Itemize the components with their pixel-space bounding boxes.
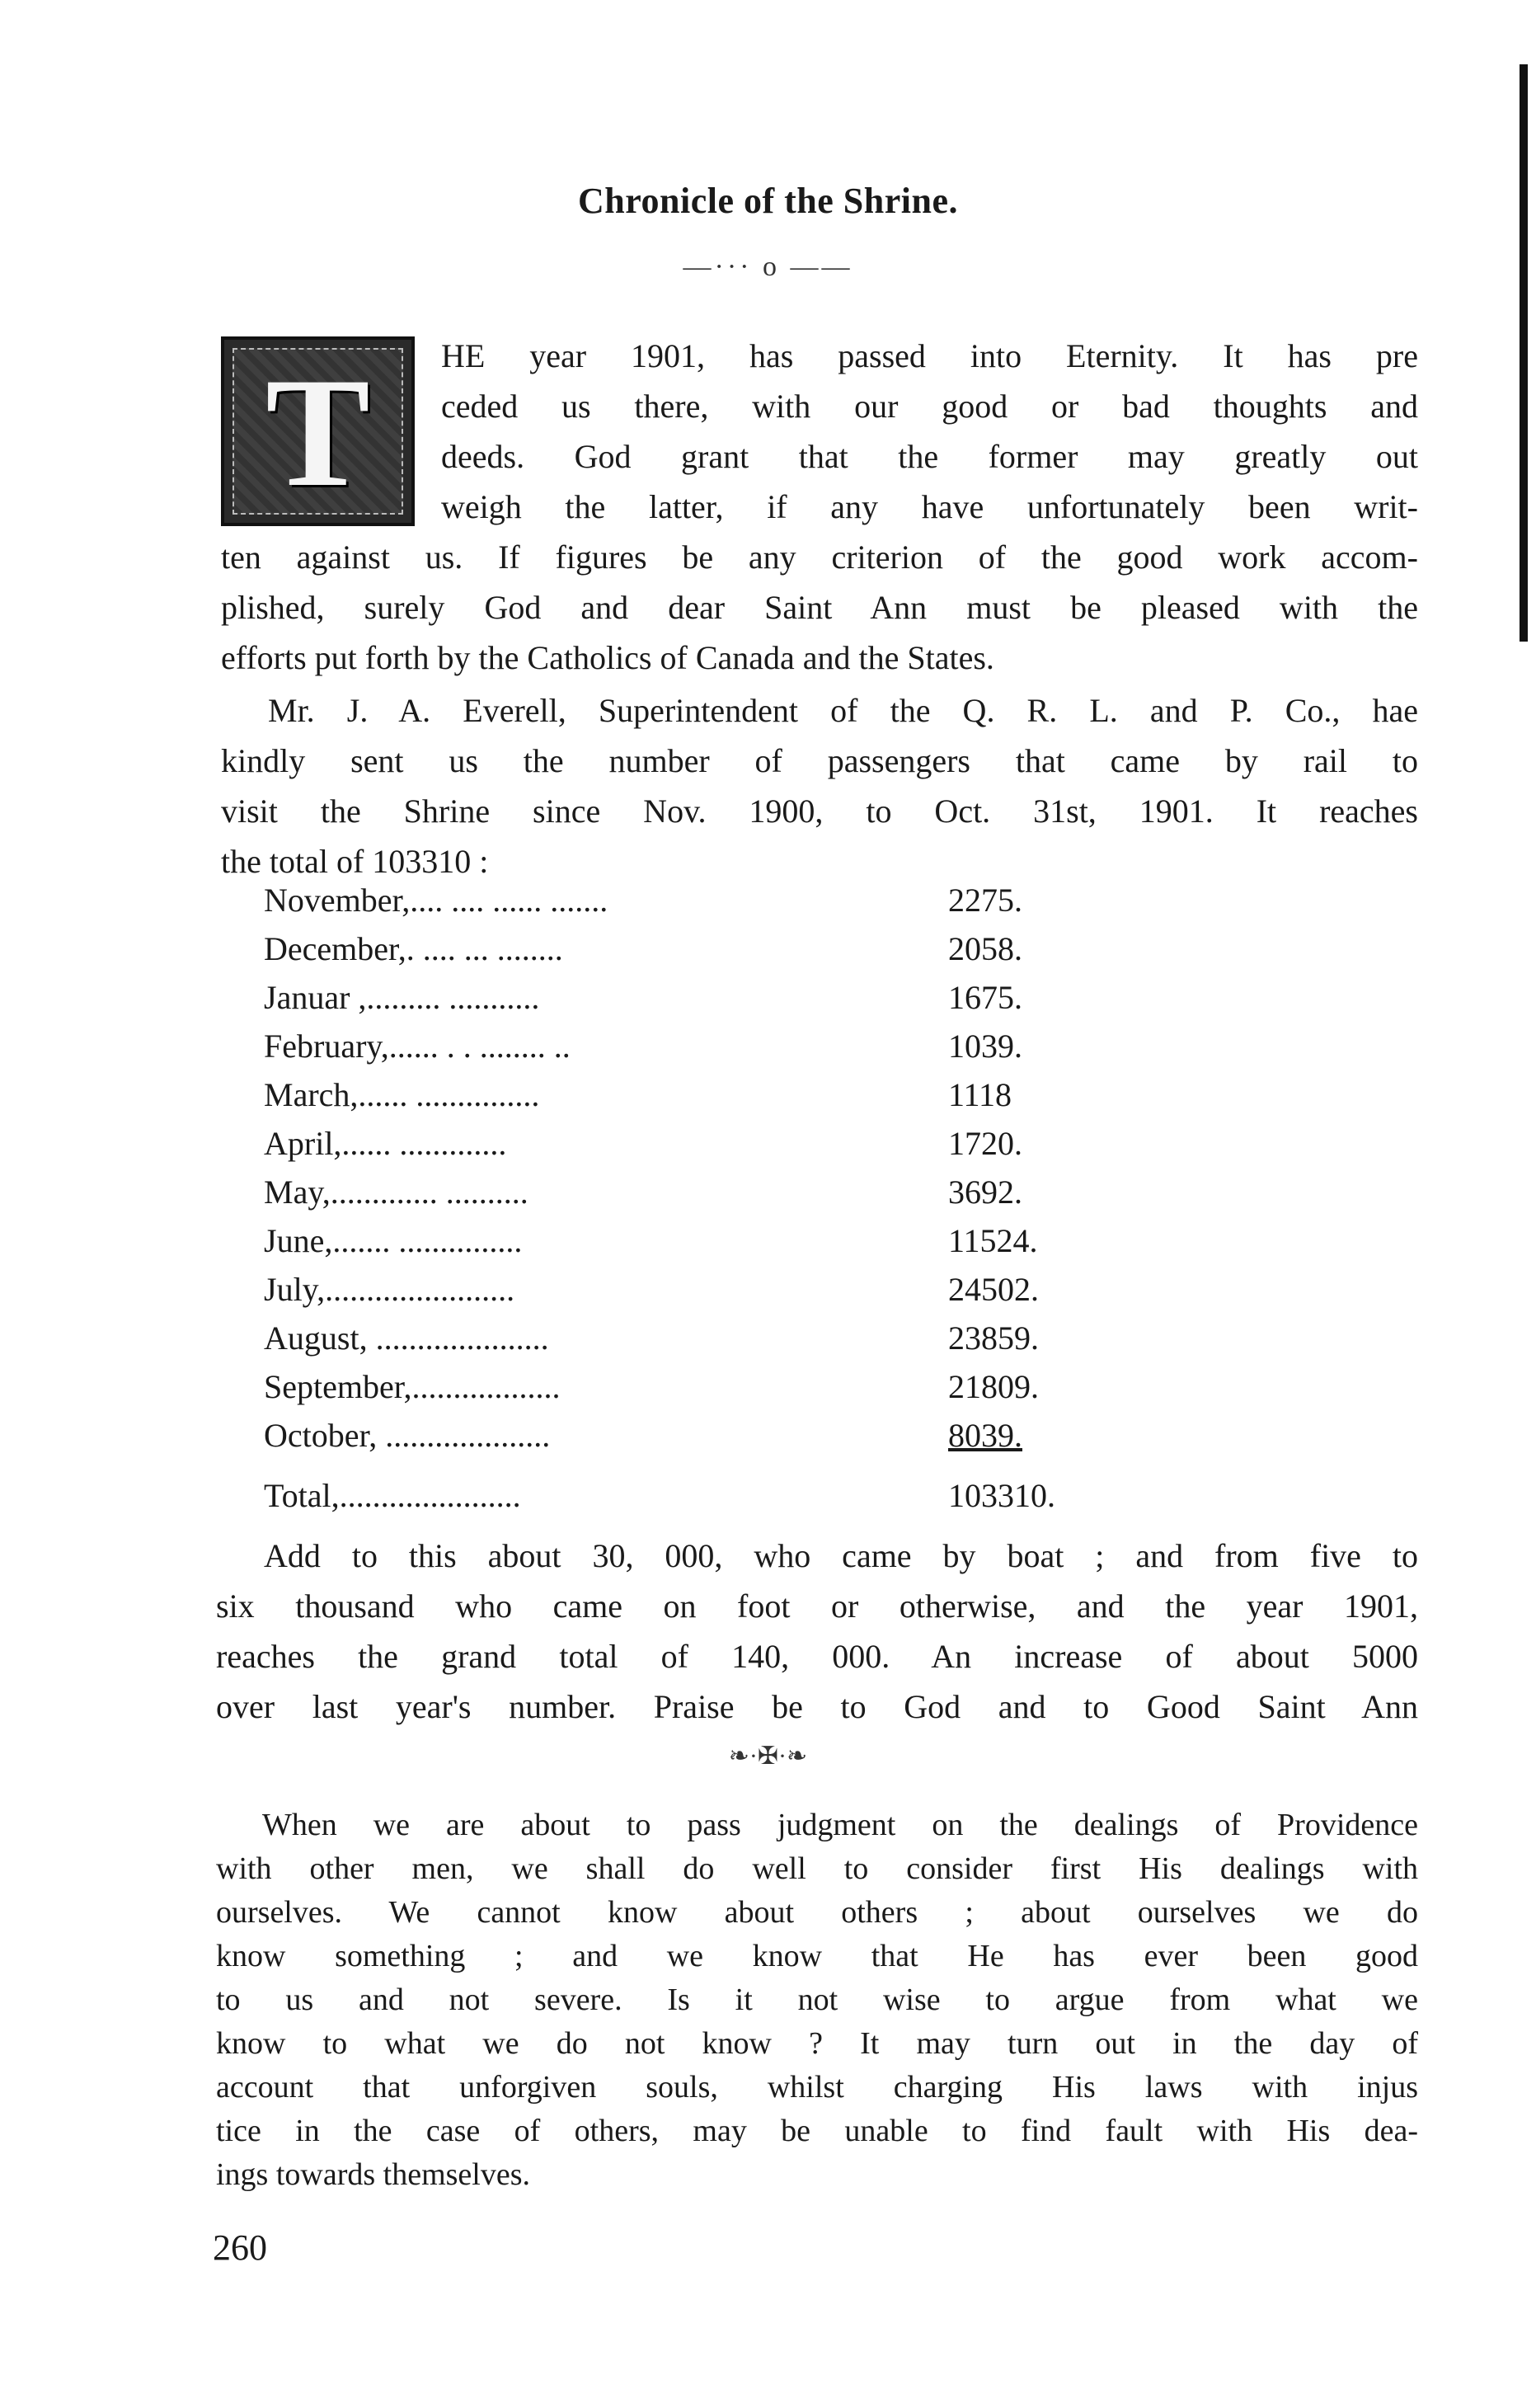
p4-line: ings towards themselves. bbox=[216, 2157, 531, 2192]
p1-line: plished, surely God and dear Saint Ann must be pleased with the bbox=[221, 589, 1418, 626]
p1-line: efforts put forth by the Catholics of Canada and the States. bbox=[221, 639, 994, 676]
table-row-value: 23859. bbox=[948, 1319, 1039, 1357]
p3-line: reaches the grand total of 140, 000. An increase of about 5000 bbox=[216, 1638, 1418, 1675]
table-row-value: 24502. bbox=[948, 1271, 1039, 1308]
title-ornament: —··· o —— bbox=[683, 252, 853, 282]
dropcap-letter: T bbox=[265, 346, 370, 520]
p4-line: with other men, we shall do well to consider first His dealings with bbox=[216, 1851, 1418, 1886]
table-row-value: 2058. bbox=[948, 930, 1022, 967]
table-row-value: 2275. bbox=[948, 882, 1022, 919]
table-row-value: 1675. bbox=[948, 979, 1022, 1016]
p2-line: Mr. J. A. Everell, Superintendent of the Q. R. L. and P. Co., hae bbox=[268, 692, 1418, 729]
p1-line: deeds. God grant that the former may greatly out bbox=[441, 438, 1418, 475]
p2-line: the total of 103310 : bbox=[221, 843, 489, 880]
table-row-label: April,...... ............. bbox=[264, 1125, 507, 1162]
p1-line: ceded us there, with our good or bad thoughts and bbox=[441, 388, 1418, 425]
dropcap-ornament bbox=[221, 336, 415, 526]
p4-line: know something ; and we know that He has ever been good bbox=[216, 1939, 1418, 1973]
table-row-label: August, ..................... bbox=[264, 1319, 549, 1357]
p3-line: six thousand who came on foot or otherwise, and the year 1901, bbox=[216, 1587, 1418, 1625]
p2-line: visit the Shrine since Nov. 1900, to Oct. 31st, 1901. It reaches bbox=[221, 792, 1418, 830]
table-row-label: November,.... .... ...... ....... bbox=[264, 882, 608, 919]
section-separator: ❧·✠·❧ bbox=[728, 1743, 808, 1770]
table-row-label: February,...... . . ........ .. bbox=[264, 1028, 571, 1065]
table-row-label: June,....... ............... bbox=[264, 1222, 523, 1259]
p4-line: When we are about to pass judgment on the dealings of Providence bbox=[262, 1808, 1418, 1842]
table-row-value: 8039. bbox=[948, 1417, 1022, 1454]
p3-line: Add to this about 30, 000, who came by boat ; and from five to bbox=[264, 1537, 1418, 1574]
p1-line: ten against us. If figures be any criterion of the good work accom- bbox=[221, 539, 1418, 576]
table-row-value: 1720. bbox=[948, 1125, 1022, 1162]
p3-line: over last year's number. Praise be to God and to Good Saint Ann bbox=[216, 1688, 1418, 1725]
p4-line: to us and not severe. Is it not wise to argue from what we bbox=[216, 1982, 1418, 2017]
p4-line: know to what we do not know ? It may turn out in the day of bbox=[216, 2026, 1418, 2061]
table-total-label: Total,...................... bbox=[264, 1477, 521, 1514]
table-row-label: December,. .... ... ........ bbox=[264, 930, 563, 967]
table-row-value: 11524. bbox=[948, 1222, 1038, 1259]
page-number: 260 bbox=[213, 2227, 267, 2268]
table-row-label: May,............. .......... bbox=[264, 1173, 528, 1211]
table-row-label: October, .................... bbox=[264, 1417, 551, 1454]
table-row-label: March,...... ............... bbox=[264, 1076, 540, 1113]
scan-edge-bar bbox=[1520, 64, 1528, 642]
table-row-value: 3692. bbox=[948, 1173, 1022, 1211]
table-total-value: 103310. bbox=[948, 1477, 1055, 1514]
table-row-value: 21809. bbox=[948, 1368, 1039, 1405]
p2-line: kindly sent us the number of passengers that came by rail to bbox=[221, 742, 1418, 779]
p1-line: weigh the latter, if any have unfortunately been writ- bbox=[441, 488, 1418, 525]
table-row-value: 1118 bbox=[948, 1076, 1012, 1113]
table-row-label: Januar ,......... ........... bbox=[264, 979, 540, 1016]
p4-line: ourselves. We cannot know about others ; about ourselves we do bbox=[216, 1895, 1418, 1930]
table-row-label: July,....................... bbox=[264, 1271, 515, 1308]
p1-line: HE year 1901, has passed into Eternity. It has pre bbox=[441, 337, 1418, 374]
table-row-label: September,.................. bbox=[264, 1368, 561, 1405]
table-row-value: 1039. bbox=[948, 1028, 1022, 1065]
p4-line: account that unforgiven souls, whilst charging His laws with injus bbox=[216, 2070, 1418, 2105]
p4-line: tice in the case of others, may be unable to find fault with His dea- bbox=[216, 2114, 1418, 2148]
page-title: Chronicle of the Shrine. bbox=[578, 181, 958, 221]
